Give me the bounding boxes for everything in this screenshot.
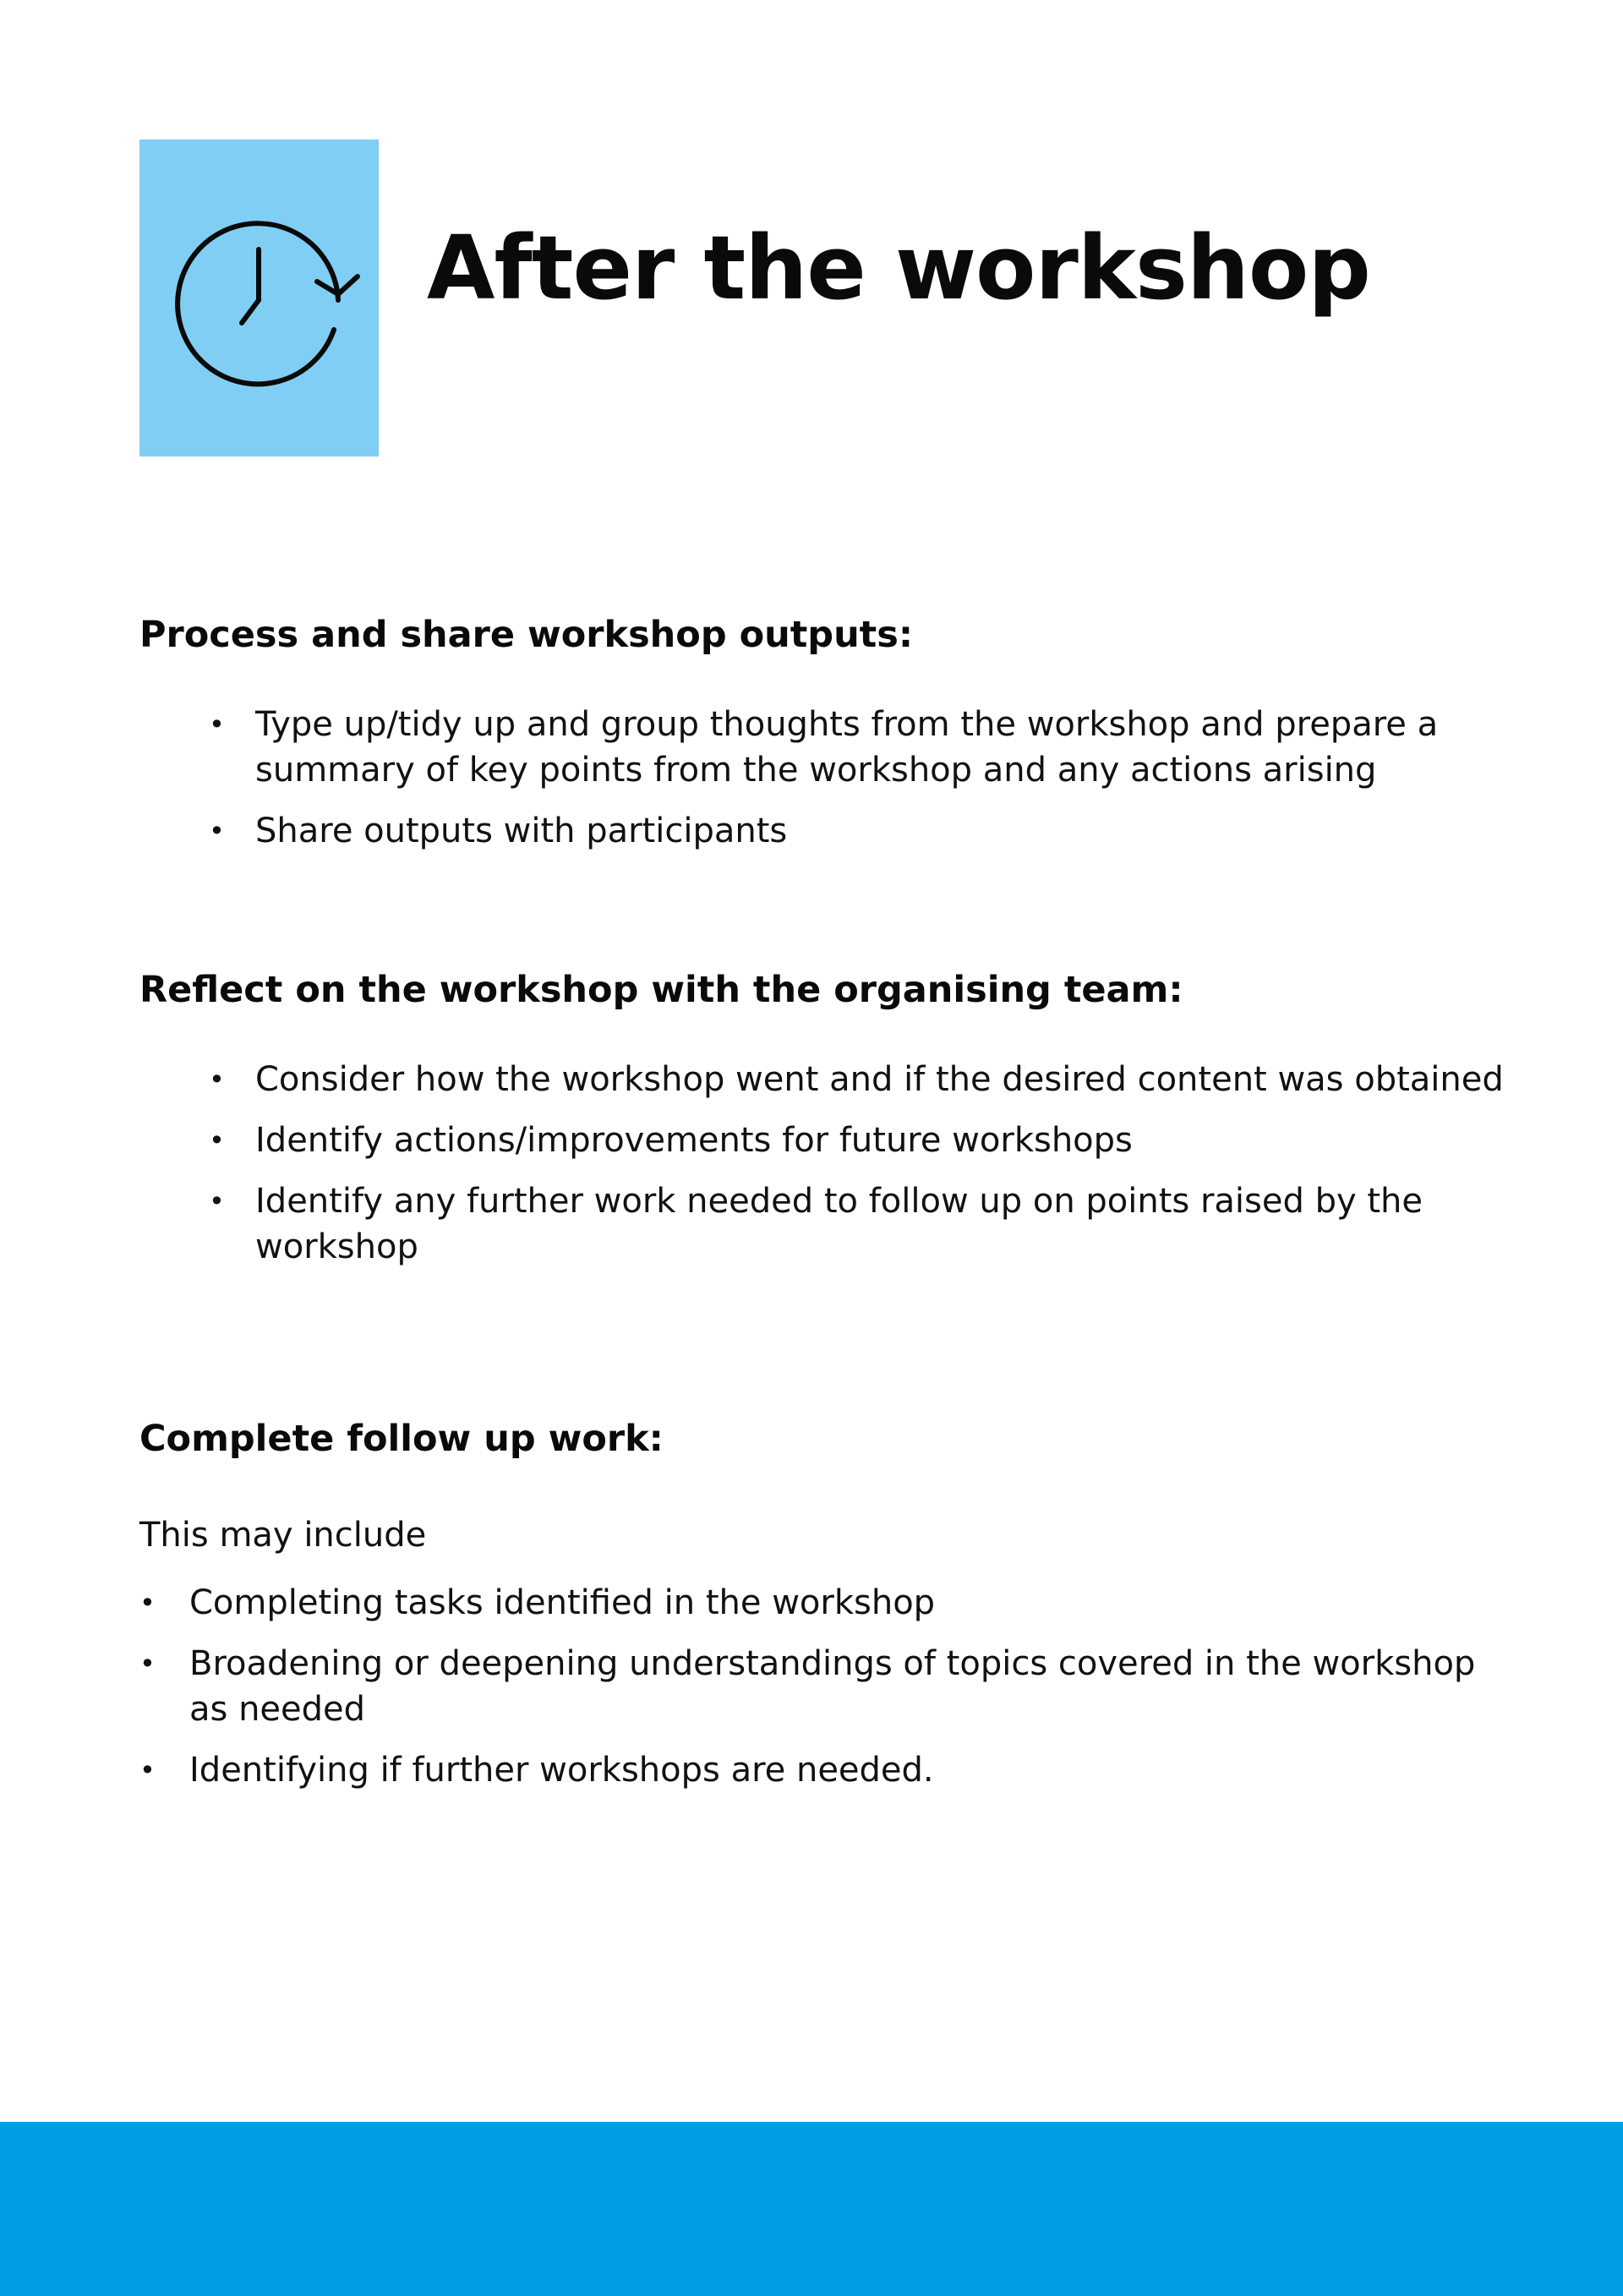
bullet-marker: • — [209, 708, 225, 741]
list-item-text: Identify any further work needed to follow up on points raised by the workshop — [255, 1181, 1423, 1266]
section-heading: Reflect on the workshop with the organising team: — [139, 969, 1183, 1011]
bullet-marker: • — [209, 814, 225, 847]
bullet-list — [139, 1057, 1506, 1270]
bullet-marker: • — [209, 1184, 225, 1217]
section-reflect — [139, 969, 1504, 1285]
footer-band — [0, 2122, 1623, 2296]
section-heading: Complete follow up work: — [139, 1418, 664, 1460]
list-item — [209, 1118, 1506, 1163]
section-process-outputs — [139, 614, 1492, 869]
list-item-text: Completing tasks identified in the workshop — [189, 1583, 936, 1622]
list-item-text: Broadening or deepening understandings of topics covered in the workshop as needed — [189, 1643, 1476, 1729]
bullet-marker: • — [139, 1753, 156, 1786]
bullet-list — [139, 702, 1506, 854]
list-item — [209, 808, 1506, 854]
section-follow-up — [139, 1418, 1492, 1808]
list-item-text: Identify actions/improvements for future workshops — [255, 1120, 1133, 1160]
list-item — [139, 1641, 1508, 1732]
bullet-marker: • — [209, 1063, 225, 1096]
page-title: After the workshop — [427, 216, 1370, 320]
bullet-marker: • — [139, 1586, 156, 1619]
list-item-text: Consider how the workshop went and if the desired content was obtained — [255, 1059, 1504, 1099]
list-item-text: Identifying if further workshops are needed. — [189, 1750, 934, 1790]
list-item-text: Type up/tidy up and group thoughts from the workshop and prepare a summary of key points from the workshop and any actions arising — [255, 704, 1439, 790]
bullet-marker: • — [139, 1647, 156, 1680]
bullet-list — [139, 1580, 1508, 1793]
list-item-text: Share outputs with participants — [255, 811, 788, 850]
list-item — [139, 1747, 1508, 1793]
section-intro: This may include — [139, 1515, 427, 1555]
clock-icon-box — [139, 139, 379, 456]
section-heading: Process and share workshop outputs: — [139, 614, 914, 656]
clock-refresh-icon — [139, 139, 379, 456]
bullet-marker: • — [209, 1123, 225, 1156]
list-item — [209, 1057, 1506, 1102]
list-item — [139, 1580, 1508, 1626]
list-item — [209, 1178, 1506, 1270]
list-item — [209, 702, 1506, 793]
